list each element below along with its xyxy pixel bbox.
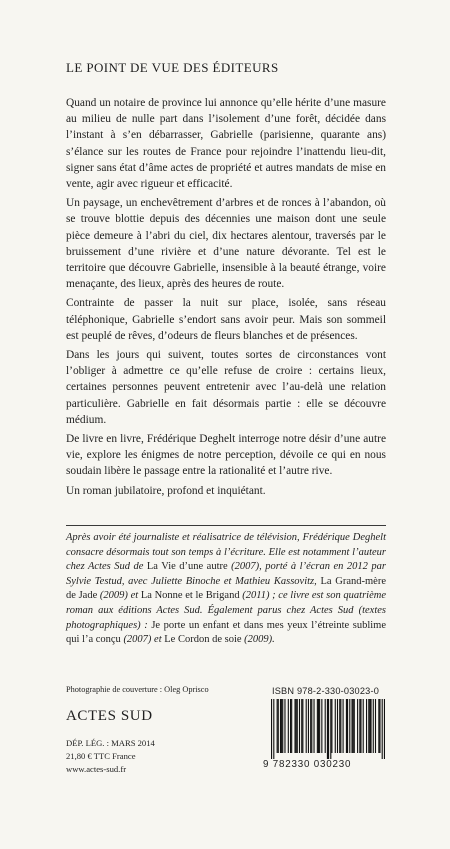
bio-book-title: Je porte un enfant et dans mes yeux l’étreinte sublime qui l’a conçu [66,619,386,646]
price: 21,80 € TTC France [66,751,136,761]
barcode-digits: 9 782330 030230 [263,759,352,770]
barcode-bar [353,699,354,753]
barcode-bar [354,699,355,753]
barcode-bar [327,699,328,759]
barcode-bar [297,699,298,753]
author-bio [66,531,386,648]
barcode-bar [310,699,311,753]
bio-text: (2011) ; ce livre est son quatrième roman aux éditions Actes Sud. Également parus chez Actes Sud (textes photographiques) : [66,590,386,631]
barcode-bar [302,699,303,753]
barcode-bar [346,699,347,753]
barcode-bar [375,699,376,753]
photo-credit: Photographie de couverture : Oleg Oprisco [66,685,209,694]
barcode-bar [339,699,340,753]
bio-text: (2009) et [97,590,141,602]
barcode-bar [369,699,370,753]
barcode-bar [319,699,320,753]
barcode-bar [281,699,282,753]
publisher-logo-text: ACTES SUD [66,708,153,724]
barcode-bar [277,699,278,753]
bio-text: (2009). [241,634,275,646]
barcode-bar [359,699,360,753]
barcode-icon [271,699,385,759]
barcode-bar [379,699,380,753]
barcode-bar [368,699,369,753]
barcode-bar [288,699,289,753]
summary-paragraph: Dans les jours qui suivent, toutes sortes de circonstances vont l’obliger à admettre ce qu’elle refuse de croire : certains lieux, certaines personnes peuvent entretenir avec l’au-delà une relation particulière. Gabrielle en fait désormais partie : elle se découvre médium. [66,349,386,426]
barcode-bar [340,699,341,753]
bio-book-title: Le Cordon de soie [164,634,242,646]
barcode-bar [330,699,331,759]
summary-paragraph: Un paysage, un enchevêtrement d’arbres et de ronces à l’abandon, où se trouve blottie depuis des décennies une maison dont une seule pièce demeure à l’abri du ciel, dix hectares alentour, traversés par le bruissement d’une rivière et d’une nature dévorante. Tel est le territoire que découvre Gabrielle, insensible à la beauté étrange, voire menaçante, des lieux, après des heures de route. [66,197,386,291]
bio-text: (2007), porté à l’écran en 2012 par Sylvie Testud, avec Juliette Binoche et Mathieu Kassovitz, [66,561,386,587]
barcode-bar [384,699,385,759]
bio-book-title: La Vie d’une autre [146,561,228,573]
barcode-bar [278,699,279,753]
barcode-bar [349,699,350,753]
barcode-bar [280,699,281,753]
barcode-bar [328,699,329,759]
bio-text: Après avoir été journaliste et réalisatrice de télévision, Frédérique Deghelt consacre désormais tout son temps à l’écriture. Elle est notamment l’auteur chez Actes Sud de [66,532,386,573]
website: www.actes-sud.fr [66,764,127,774]
summary-paragraph: Un roman jubilatoire, profond et inquiétant. [66,484,266,497]
barcode-bar [308,699,309,753]
barcode-bar [306,699,307,753]
barcode-bar [291,699,292,753]
barcode-bar [321,699,322,753]
bio-book-title: La Grand-mère de Jade [66,575,387,602]
barcode-block [263,686,388,770]
bio-text: (2007) et [120,634,165,646]
barcode-bar [331,699,332,753]
barcode-bar [357,699,358,753]
barcode-bar [290,699,291,753]
barcode-bar [378,699,379,753]
barcode-bar [351,699,352,753]
barcode-bar [313,699,314,753]
summary-paragraph: Quand un notaire de province lui annonce qu’elle hérite d’une masure au milieu de nulle part dans l’isolement d’une forêt, décidée dans l’instant à s’en débarrasser, Gabrielle (parisienne, quarante ans) s’élance sur les routes de France pour rejoindre l’inattendu lieu-dit, signer sans état d’âme actes de propriété et autres mandats de mise en vente, agir avec rigueur et efficacité. [66,97,386,191]
barcode-bar [296,699,297,753]
barcode-bar [271,699,272,759]
barcode-bar [335,699,336,753]
barcode-bar [294,699,295,753]
barcode-bar [311,699,312,753]
summary-paragraph: De livre en livre, Frédérique Deghelt interroge notre désir d’une autre vie, explore les énigmes de notre perception, dévoile ce qui en nous soudain libère le passage entre la rationalité et l’autre rive. [66,433,386,478]
barcode-bar [325,699,326,753]
barcode-bar [347,699,348,753]
legal-deposit: DÉP. LÉG. : MARS 2014 [66,738,155,748]
isbn: ISBN 978-2-330-03023-0 [271,686,380,696]
barcode-bar [318,699,319,753]
barcode-bar [382,699,383,759]
barcode-bar [363,699,364,753]
barcode-bar [370,699,371,753]
barcode-bar [284,699,285,753]
bio-book-title: La Nonne et le Brigand [140,590,240,602]
barcode-bar [273,699,274,759]
section-heading: LE POINT DE VUE DES ÉDITEURS [66,60,279,75]
barcode-bar [317,699,318,753]
barcode-bar [343,699,344,753]
barcode-bar [299,699,300,753]
barcode-bar [360,699,361,753]
barcode-bar [373,699,374,753]
divider-rule [66,525,386,526]
barcode-bar [301,699,302,753]
barcode-bar [366,699,367,753]
barcode-bar [282,699,283,753]
book-summary [66,95,386,502]
barcode-bar [337,699,338,753]
summary-paragraph: Contrainte de passer la nuit sur place, isolée, sans réseau téléphonique, Gabrielle s’endort sans avoir peur. Mais son sommeil est peuplé de rêves, d’odeurs de fleurs blanches et de présences. [66,297,386,342]
